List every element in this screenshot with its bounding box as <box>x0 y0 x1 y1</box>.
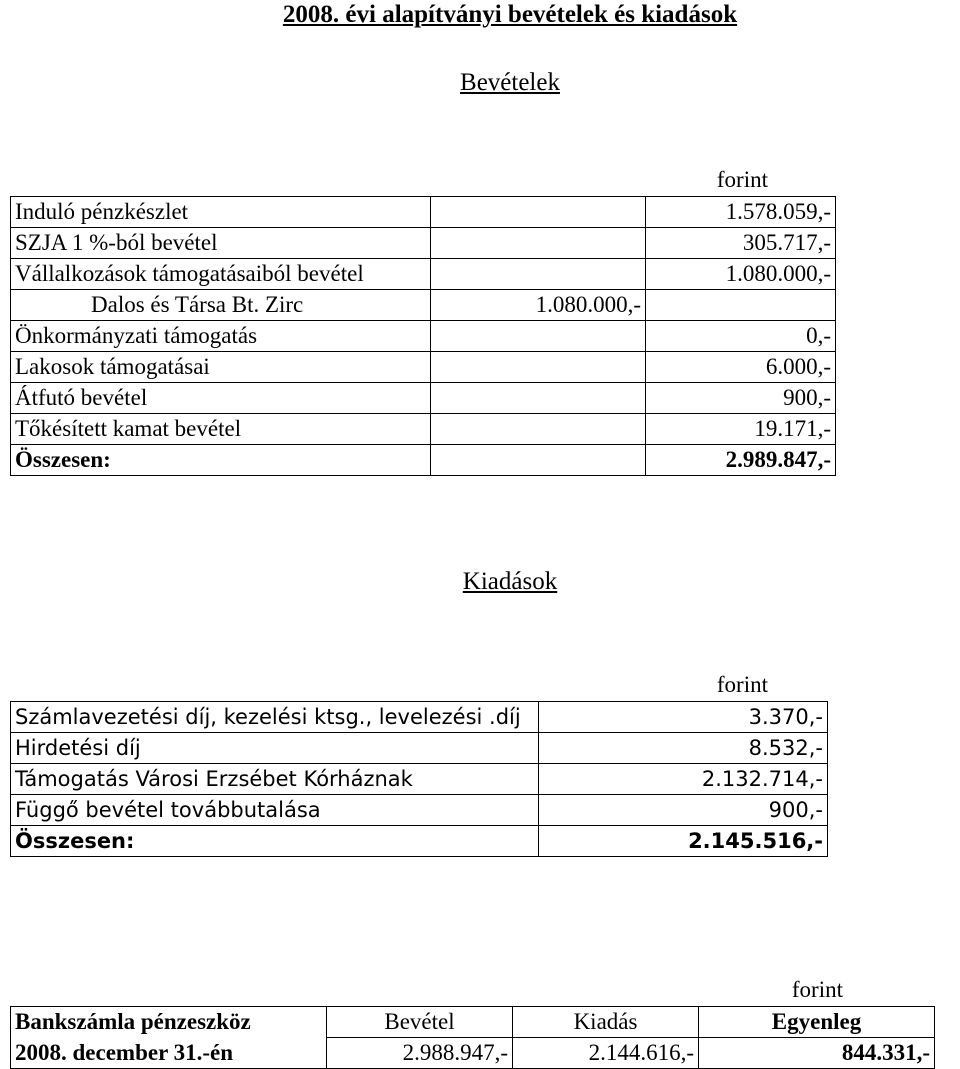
income-row-subvalue <box>431 321 646 352</box>
expense-total-value: 2.145.516,- <box>539 826 828 857</box>
expense-row-label: Hirdetési díj <box>11 733 539 764</box>
balance-label-line1: Bankszámla pénzeszköz <box>11 1007 327 1038</box>
income-row-value: 900,- <box>646 383 836 414</box>
balance-expense-value: 2.144.616,- <box>513 1038 699 1069</box>
income-row-subvalue <box>431 259 646 290</box>
expense-row-value: 2.132.714,- <box>539 764 828 795</box>
income-total-label: Összesen: <box>11 445 431 476</box>
table-row <box>11 290 836 321</box>
balance-unit: forint <box>791 977 843 1002</box>
income-heading: Bevételek <box>460 69 560 96</box>
income-total-value: 2.989.847,- <box>646 445 836 476</box>
table-row <box>11 733 828 764</box>
income-unit: forint <box>716 167 768 192</box>
income-row-label: Dalos és Társa Bt. Zirc <box>11 290 431 321</box>
income-row-label: Lakosok támogatásai <box>11 352 431 383</box>
income-row-subvalue: 1.080.000,- <box>431 290 646 321</box>
income-row-value: 1.080.000,- <box>646 259 836 290</box>
income-row-value: 1.578.059,- <box>646 197 836 228</box>
income-row-subvalue <box>431 414 646 445</box>
table-row <box>11 702 828 733</box>
income-row-label: Tőkésített kamat bevétel <box>11 414 431 445</box>
expense-row-label: Függő bevétel továbbutalása <box>11 795 539 826</box>
income-total-spacer <box>431 445 646 476</box>
balance-value: 844.331,- <box>699 1038 935 1069</box>
table-row <box>11 259 836 290</box>
expense-total-label: Összesen: <box>11 826 539 857</box>
balance-table <box>10 1006 935 1069</box>
income-row-value: 19.171,- <box>646 414 836 445</box>
table-row <box>11 795 828 826</box>
income-table <box>10 196 836 476</box>
income-row-subvalue <box>431 228 646 259</box>
expense-row-value: 900,- <box>539 795 828 826</box>
income-row-subvalue <box>431 352 646 383</box>
income-row-subvalue <box>431 197 646 228</box>
balance-col-balance: Egyenleg <box>699 1007 935 1038</box>
income-row-label: Induló pénzkészlet <box>11 197 431 228</box>
income-row-subvalue <box>431 383 646 414</box>
expense-total-row <box>11 826 828 857</box>
expenses-unit: forint <box>716 672 768 697</box>
income-row-value <box>646 290 836 321</box>
expense-row-label: Számlavezetési díj, kezelési ktsg., levelezési .díj <box>11 702 539 733</box>
balance-col-income: Bevétel <box>327 1007 513 1038</box>
expense-row-value: 8.532,- <box>539 733 828 764</box>
table-row <box>11 414 836 445</box>
income-row-value: 0,- <box>646 321 836 352</box>
table-row <box>11 352 836 383</box>
table-row <box>11 383 836 414</box>
income-row-label: Vállalkozások támogatásaiból bevétel <box>11 259 431 290</box>
income-row-value: 305.717,- <box>646 228 836 259</box>
table-row <box>11 764 828 795</box>
table-row <box>11 197 836 228</box>
income-row-label: Önkormányzati támogatás <box>11 321 431 352</box>
table-row <box>11 228 836 259</box>
document-title: 2008. évi alapítványi bevételek és kiadások <box>282 1 738 28</box>
expense-row-value: 3.370,- <box>539 702 828 733</box>
balance-label-line2: 2008. december 31.-én <box>11 1038 327 1069</box>
expenses-heading: Kiadások <box>462 568 558 595</box>
expense-row-label: Támogatás Városi Erzsébet Kórháznak <box>11 764 539 795</box>
income-row-label: Átfutó bevétel <box>11 383 431 414</box>
income-row-label: SZJA 1 %-ból bevétel <box>11 228 431 259</box>
expenses-table <box>10 701 828 857</box>
balance-income-value: 2.988.947,- <box>327 1038 513 1069</box>
table-row <box>11 321 836 352</box>
income-row-value: 6.000,- <box>646 352 836 383</box>
balance-col-expense: Kiadás <box>513 1007 699 1038</box>
income-total-row <box>11 445 836 476</box>
